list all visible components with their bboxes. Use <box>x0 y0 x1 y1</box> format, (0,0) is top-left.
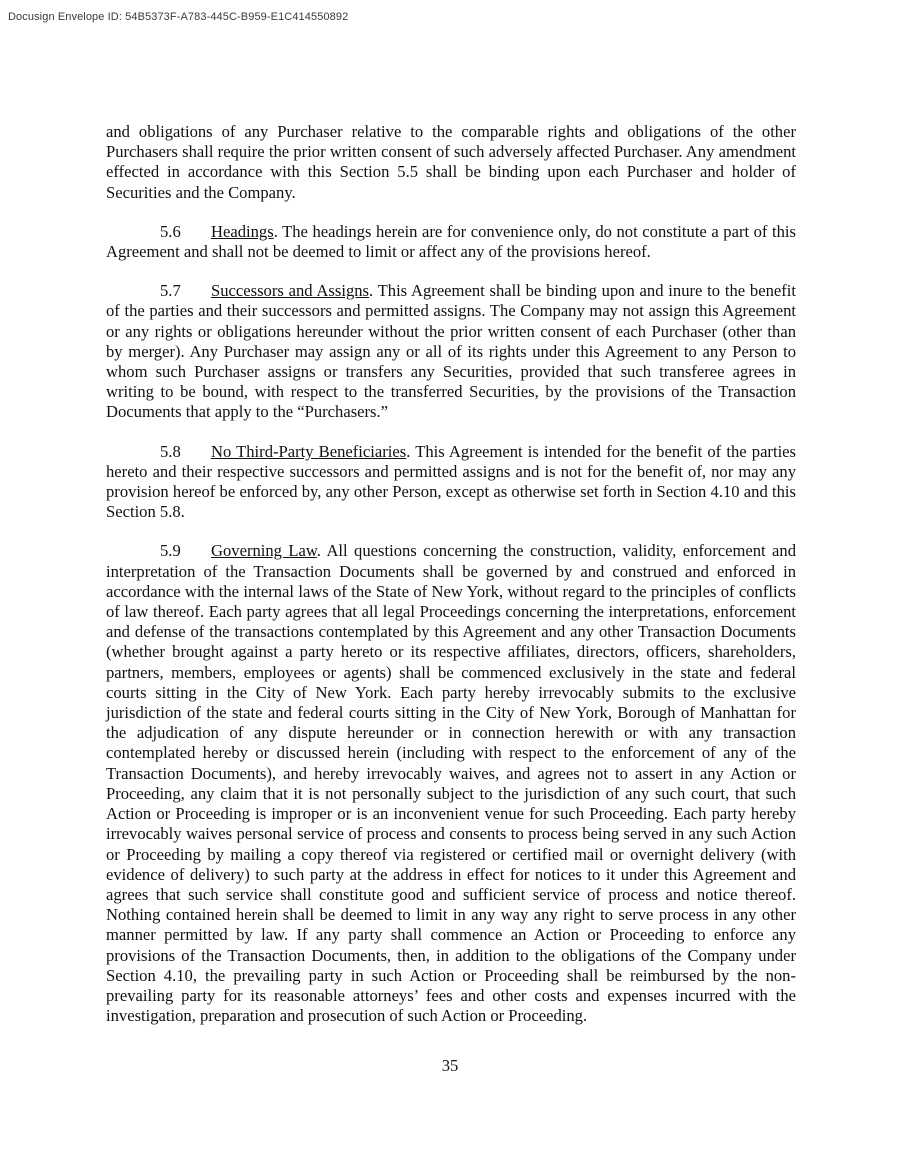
section-text: . All questions concerning the construction, validity, enforcement and interpretation of the Transaction Documents shall be governed by and construed and enforced in accordance with the internal laws of the State of New York, without regard to the principles of conflicts of law thereof. Each party agrees that all legal Proceedings concerning the interpretations, enforcement and defense of the transactions contemplated by this Agreement and any other Transaction Documents (whether brought against a party hereto or its respective affiliates, directors, officers, shareholders, partners, members, employees or agents) shall be commenced exclusively in the state and federal courts sitting in the City of New York. Each party hereby irrevocably submits to the exclusive jurisdiction of the state and federal courts sitting in the City of New York, Borough of Manhattan for the adjudication of any dispute hereunder or in connection herewith or with any transaction contemplated hereby or discussed herein (including with respect to the enforcement of any of the Transaction Documents), and hereby irrevocably waives, and agrees not to assert in any Action or Proceeding, any claim that it is not personally subject to the jurisdiction of any such court, that such Action or Proceeding is improper or is an inconvenient venue for such Proceeding. Each party hereby irrevocably waives personal service of process and consents to process being served in any such Action or Proceeding by mailing a copy thereof via registered or certified mail or overnight delivery (with evidence of delivery) to such party at the address in effect for notices to it under this Agreement and agrees that such service shall constitute good and sufficient service of process and notice thereof. Nothing contained herein shall be deemed to limit in any way any right to serve process in any other manner permitted by law. If any party shall commence an Action or Proceeding to enforce any provisions of the Transaction Documents, then, in addition to the obligations of the Company under Section 4.10, the prevailing party in such Action or Proceeding shall be reimbursed by the non-prevailing party for its reasonable attorneys’ fees and other costs and expenses incurred with the investigation, preparation and prosecution of such Action or Proceeding. <box>106 541 797 1026</box>
section-number: 5.7 <box>160 281 181 301</box>
intro-paragraph: and obligations of any Purchaser relative to the comparable rights and obligations of the other Purchasers shall require the prior written consent of such adversely affected Purchaser. Any amendment effected in accordance with this Section 5.5 shall be binding upon each Purchaser and holder of Securities and the Company. <box>106 122 796 202</box>
section-heading: No Third-Party Beneficiaries <box>211 441 407 461</box>
section-text: . The headings herein are for convenience only, do not constitute a part of this Agreement and shall not be deemed to limit or affect any of the provisions hereof. <box>106 221 796 262</box>
section-number: 5.6 <box>160 221 181 241</box>
section-text: . This Agreement shall be binding upon and inure to the benefit of the parties and their successors and permitted assigns. The Company may not assign this Agreement or any rights or obligations hereunder without the prior written consent of each Purchaser (other than by merger). Any Purchaser may assign any or all of its rights under this Agreement to any Person to whom such Purchaser assigns or transfers any Securities, provided that such transferee agrees in writing to be bound, with respect to the transferred Securities, by the provisions of the Transaction Documents that apply to the “Purchasers.” <box>106 281 797 422</box>
section-heading: Headings <box>211 221 274 241</box>
section-number: 5.9 <box>160 541 181 561</box>
section-5-7 <box>106 281 796 422</box>
section-5-8 <box>106 442 796 523</box>
section-5-6 <box>106 222 796 262</box>
agreement-page-body <box>106 122 796 1045</box>
section-heading: Successors and Assigns <box>211 281 369 301</box>
page-number: 35 <box>441 1056 459 1075</box>
section-heading: Governing Law <box>211 541 317 561</box>
section-5-9 <box>106 541 796 1026</box>
docusign-envelope-id: Docusign Envelope ID: 54B5373F-A783-445C-B959-E1C414550892 <box>8 11 349 23</box>
section-number: 5.8 <box>160 441 181 461</box>
section-text: . This Agreement is intended for the benefit of the parties hereto and their respective successors and permitted assigns and is not for the benefit of, nor may any provision hereof be enforced by, any other Person, except as otherwise set forth in Section 4.10 and this Section 5.8. <box>106 441 796 522</box>
